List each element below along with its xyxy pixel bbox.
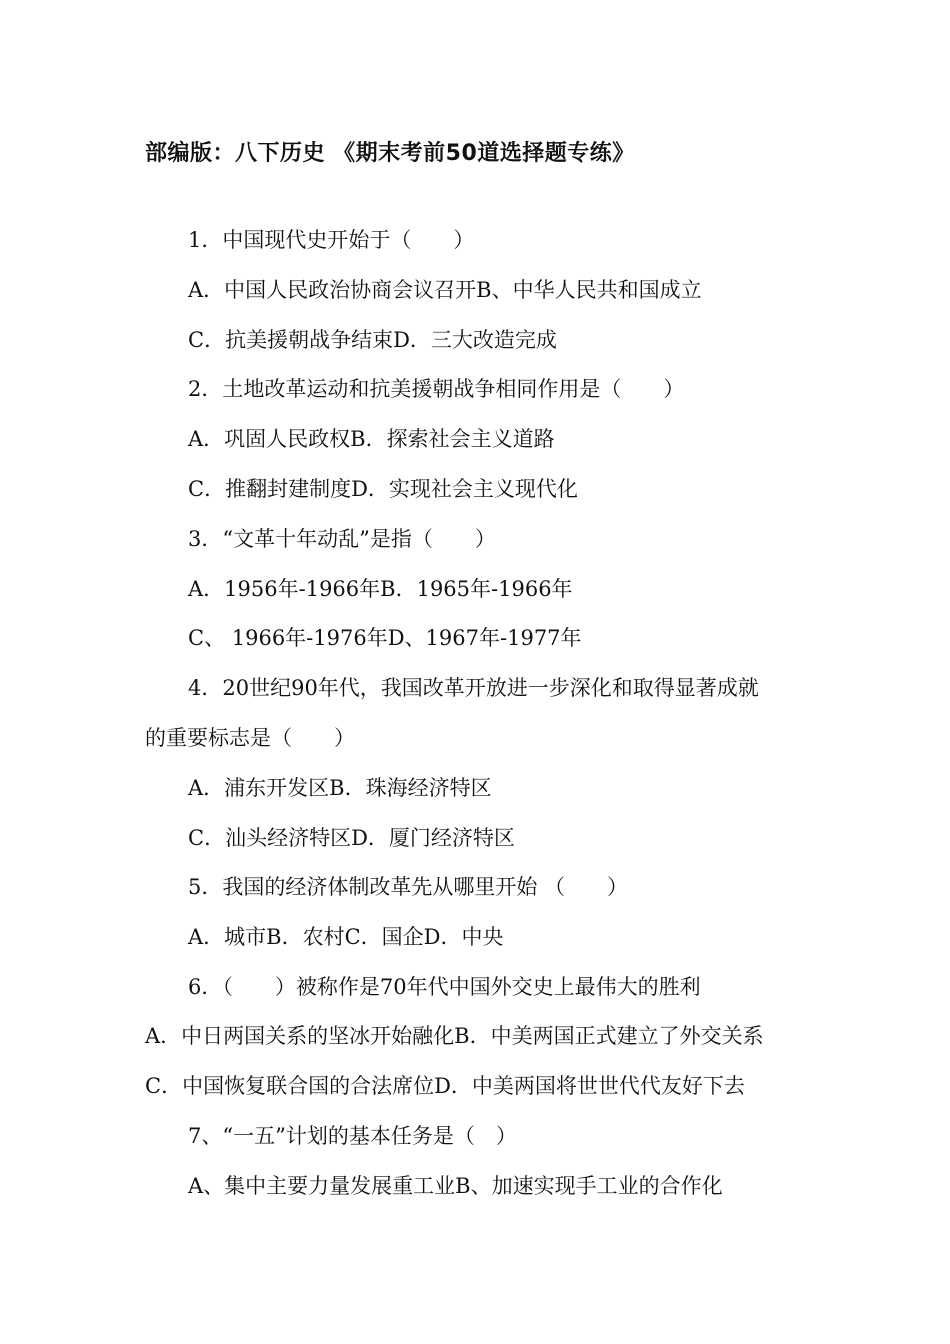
question-5: 5．我国的经济体制改革先从哪里开始 （ ）	[188, 875, 629, 899]
question-5-options: A．城市B．农村C．国企D．中央	[188, 925, 504, 949]
question-7-options-ab: A、集中主要力量发展重工业B、加速实现手工业的合作化	[188, 1174, 723, 1198]
question-4-options-cd: C．汕头经济特区D．厦门经济特区	[188, 826, 515, 850]
question-1: 1．中国现代史开始于（ ）	[188, 228, 475, 252]
question-7: 7、“一五”计划的基本任务是（ ）	[188, 1124, 517, 1148]
question-4-options-ab: A．浦东开发区B．珠海经济特区	[188, 776, 492, 800]
document-title: 部编版：八下历史 《期末考前50道选择题专练》	[145, 141, 635, 166]
question-4: 4．20世纪90年代，我国改革开放进一步深化和取得显著成就	[188, 676, 759, 700]
question-2-options-ab: A．巩固人民政权B．探索社会主义道路	[188, 427, 555, 451]
question-2: 2．土地改革运动和抗美援朝战争相同作用是（ ）	[188, 377, 685, 401]
question-6: 6．（ ）被称作是70年代中国外交史上最伟大的胜利	[188, 975, 701, 999]
question-1-options-cd: C．抗美援朝战争结束D．三大改造完成	[188, 328, 557, 352]
question-3-options-cd: C、 1966年-1976年D、1967年-1977年	[188, 626, 582, 650]
question-2-options-cd: C．推翻封建制度D．实现社会主义现代化	[188, 477, 578, 501]
question-4-continued: 的重要标志是（ ）	[145, 726, 355, 750]
question-3: 3．“文革十年动乱”是指（ ）	[188, 527, 496, 551]
question-1-options-ab: A．中国人民政治协商会议召开B、中华人民共和国成立	[188, 278, 702, 302]
question-3-options-ab: A．1956年-1966年B．1965年-1966年	[188, 577, 573, 601]
question-6-options-ab: A．中日两国关系的坚冰开始融化B．中美两国正式建立了外交关系	[145, 1024, 764, 1048]
question-6-options-cd: C．中国恢复联合国的合法席位D．中美两国将世世代代友好下去	[145, 1074, 745, 1098]
